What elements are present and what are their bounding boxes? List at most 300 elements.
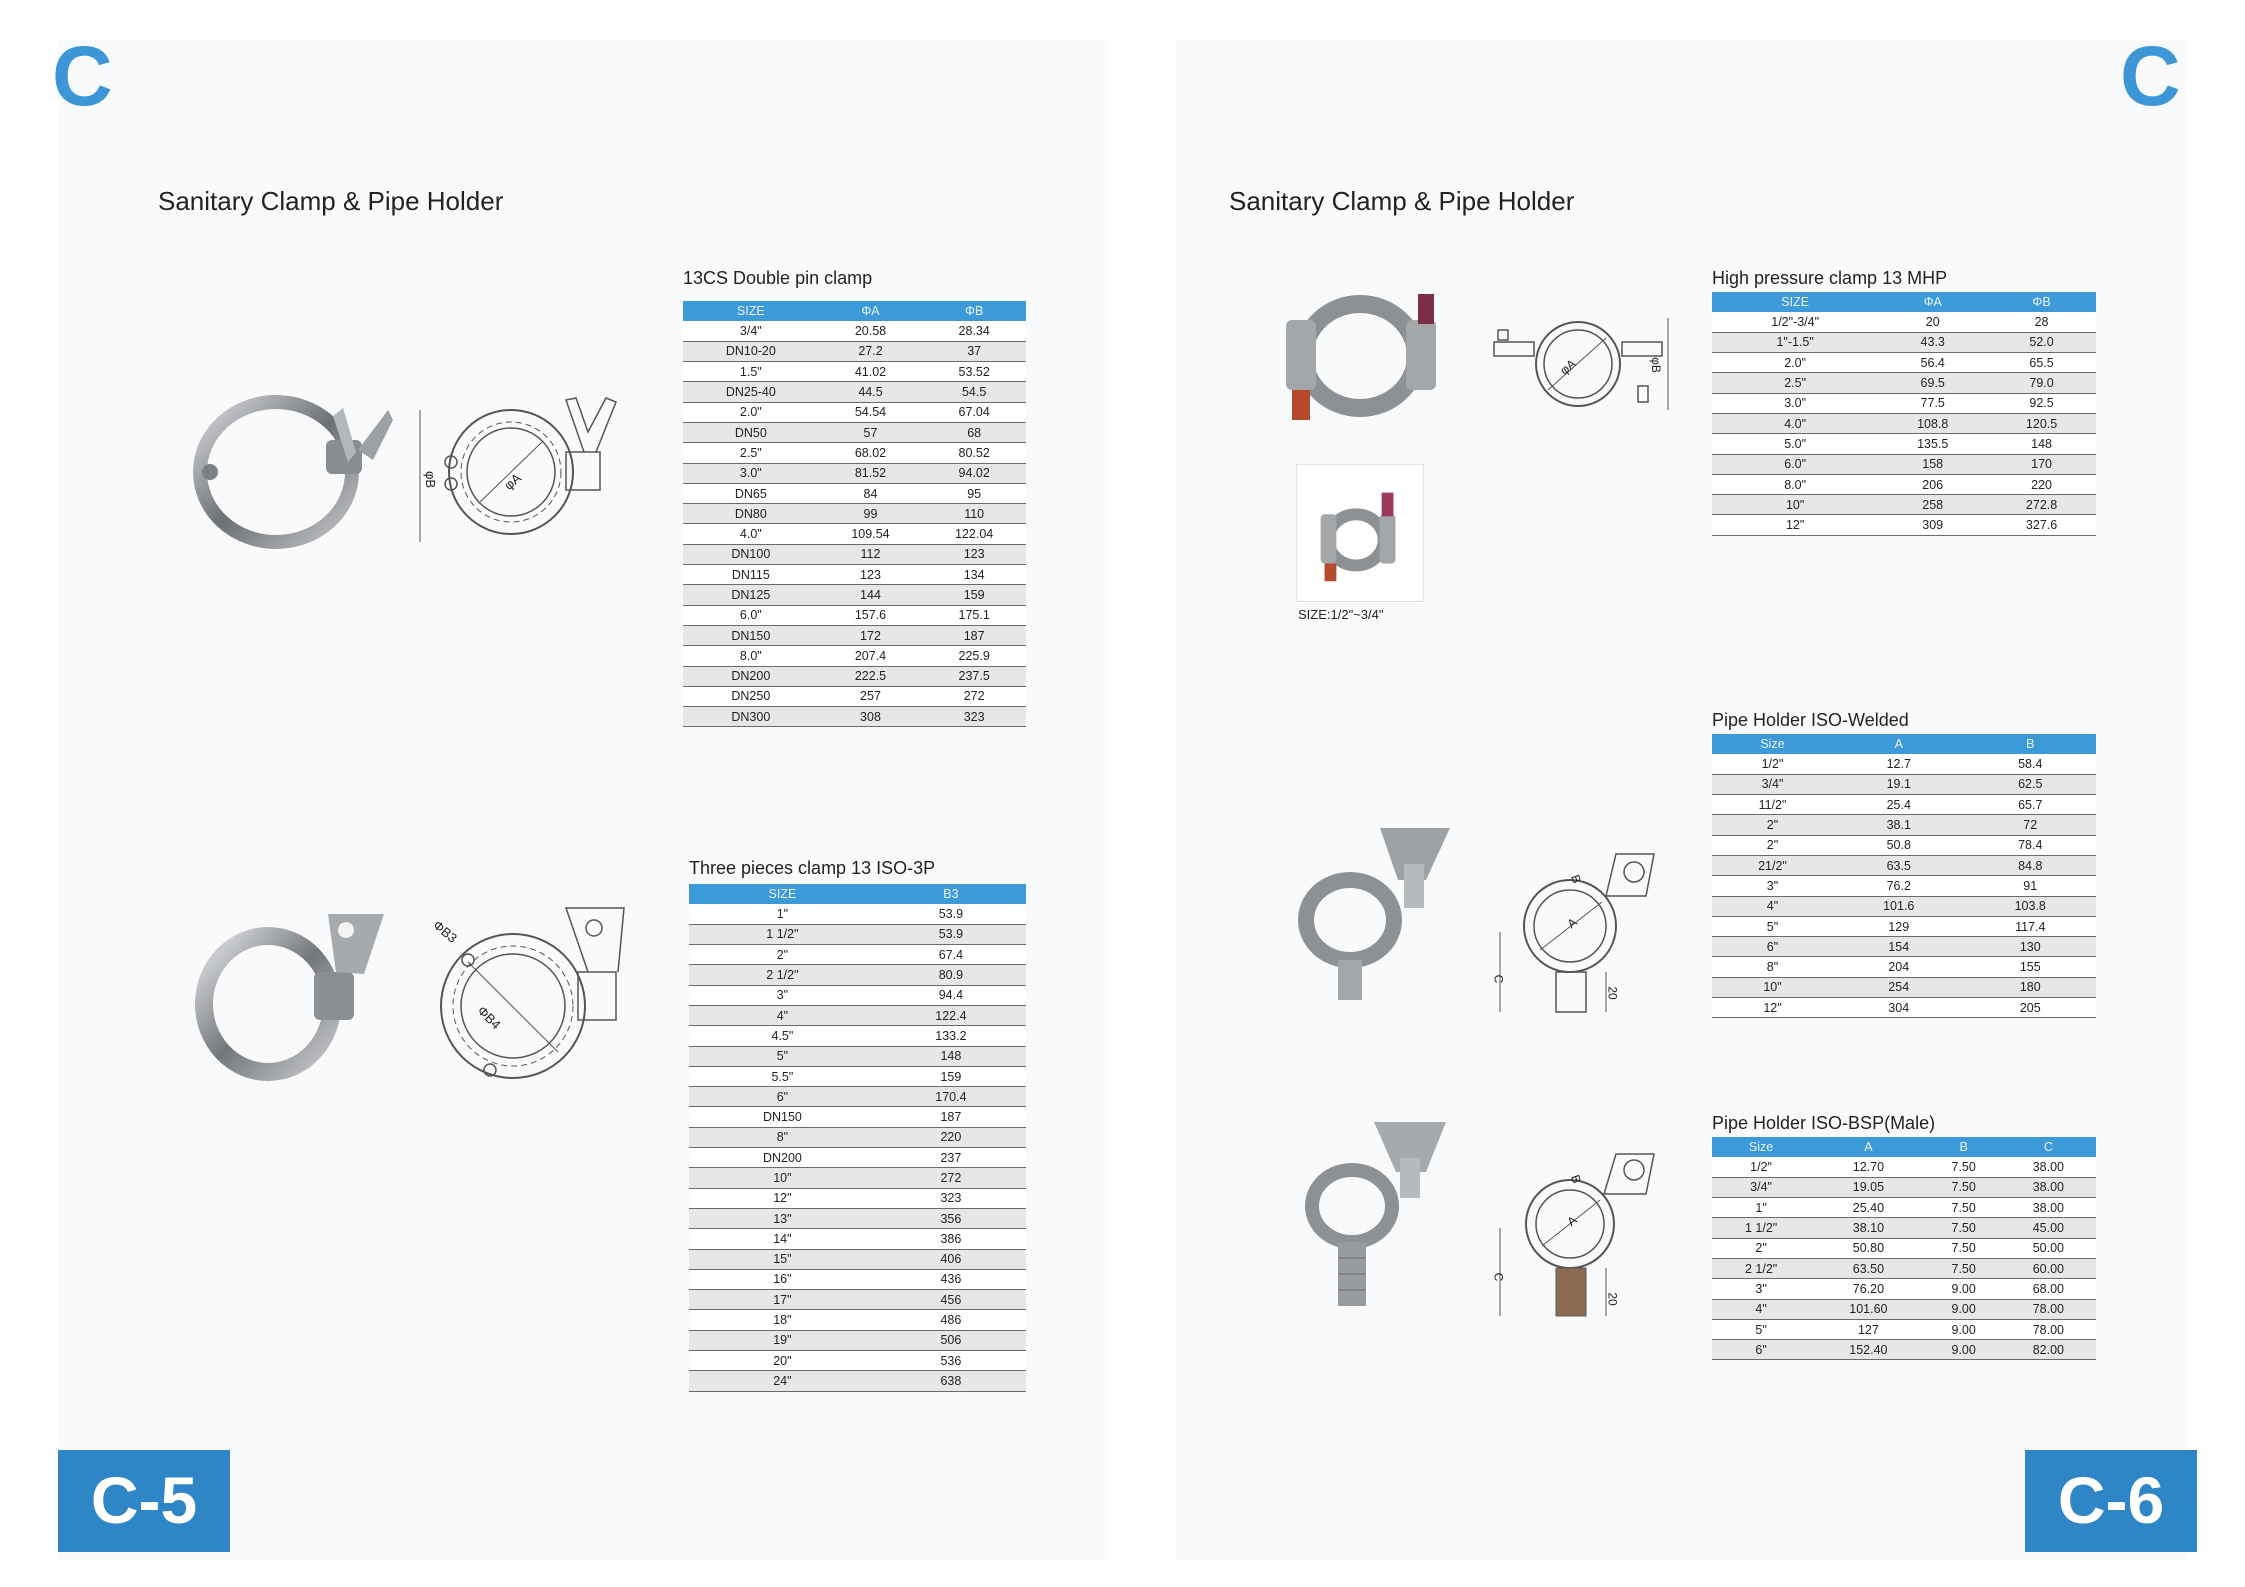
table-cell: 237.5 <box>922 666 1026 686</box>
table-cell: 254 <box>1833 977 1965 997</box>
right-section-letter: C <box>2120 29 2181 123</box>
table-cell: 2" <box>1712 1238 1810 1258</box>
table-cell: 17" <box>689 1290 876 1310</box>
table-cell: 272 <box>922 686 1026 706</box>
table-cell: 12.70 <box>1810 1157 1926 1177</box>
table-cell: 4.0" <box>1712 413 1878 433</box>
table-cell: 101.6 <box>1833 896 1965 916</box>
table-cell: 158 <box>1878 454 1987 474</box>
table-cell: 5.0" <box>1712 434 1878 454</box>
table-cell: 1/2" <box>1712 1157 1810 1177</box>
table-cell: 80.52 <box>922 443 1026 463</box>
table-row <box>1712 312 2096 332</box>
table-cell: 5.5" <box>689 1066 876 1086</box>
table-cell: 456 <box>876 1290 1026 1310</box>
table-row <box>689 1269 1026 1289</box>
table-row <box>683 341 1026 361</box>
welded-c-label: C <box>1491 974 1506 984</box>
table-cell: 129 <box>1833 916 1965 936</box>
bsp-20-label: 20 <box>1605 1292 1620 1306</box>
table-cell: 2.0" <box>1712 353 1878 373</box>
table-cell: 2 1/2" <box>1712 1258 1810 1278</box>
table-cell: 187 <box>922 625 1026 645</box>
table-row <box>689 965 1026 985</box>
table-cell: 53.52 <box>922 362 1026 382</box>
table-row <box>1712 1218 2096 1238</box>
table-row <box>1712 774 2096 794</box>
table-cell: 159 <box>922 585 1026 605</box>
table-row <box>689 1168 1026 1188</box>
table-cell: 24" <box>689 1371 876 1391</box>
table-cell: 323 <box>876 1188 1026 1208</box>
hp-phi-b-label: φB <box>1648 357 1663 373</box>
table-cell: DN125 <box>683 585 819 605</box>
table-row <box>689 1107 1026 1127</box>
table-cell: 80.9 <box>876 965 1026 985</box>
table-row <box>683 544 1026 564</box>
table-cell: 19" <box>689 1330 876 1350</box>
table-cell: 6" <box>689 1087 876 1107</box>
table-cell: 95 <box>922 483 1026 503</box>
high-pressure-size-note: SIZE:1/2"~3/4" <box>1298 607 1384 622</box>
table-row <box>1712 434 2096 454</box>
table-cell: 78.00 <box>2001 1319 2096 1339</box>
table-cell: 1" <box>1712 1198 1810 1218</box>
table-cell: 1 1/2" <box>689 924 876 944</box>
table-cell: 25.40 <box>1810 1198 1926 1218</box>
table-cell: DN200 <box>683 666 819 686</box>
table-cell: 82.00 <box>2001 1340 2096 1360</box>
table-row <box>689 1087 1026 1107</box>
table-cell: 54.54 <box>819 402 923 422</box>
table-cell: 28 <box>1987 312 2096 332</box>
table-cell: 536 <box>876 1351 1026 1371</box>
table-cell: 91 <box>1964 876 2096 896</box>
table-cell: 144 <box>819 585 923 605</box>
table-cell: 180 <box>1964 977 2096 997</box>
table-cell: 12" <box>689 1188 876 1208</box>
table-row <box>689 1208 1026 1228</box>
table-row <box>689 904 1026 924</box>
double-pin-clamp-title: 13CS Double pin clamp <box>683 268 873 288</box>
table-cell: 20" <box>689 1351 876 1371</box>
table-cell: 15" <box>689 1249 876 1269</box>
table-cell: 135.5 <box>1878 434 1987 454</box>
table-cell: 258 <box>1878 495 1987 515</box>
table-row <box>683 625 1026 645</box>
column-header: A <box>1810 1137 1926 1157</box>
table-cell: 133.2 <box>876 1026 1026 1046</box>
table-row <box>1712 353 2096 373</box>
table-cell: 21/2" <box>1712 855 1833 875</box>
table-cell: 10" <box>1712 495 1878 515</box>
column-header: SIZE <box>683 301 819 321</box>
three-piece-clamp-drawing <box>428 902 636 1092</box>
table-row <box>1712 835 2096 855</box>
table-cell: 155 <box>1964 957 2096 977</box>
table-cell: 5" <box>1712 916 1833 936</box>
iso-bsp-holder-drawing <box>1491 1148 1666 1320</box>
column-header: C <box>2001 1137 2096 1157</box>
table-row <box>683 362 1026 382</box>
iso-welded-holder-title: Pipe Holder ISO-Welded <box>1712 710 1909 730</box>
table-cell: 79.0 <box>1987 373 2096 393</box>
table-row <box>689 1148 1026 1168</box>
table-cell: 134 <box>922 565 1026 585</box>
table-row <box>1712 1157 2096 1177</box>
table-cell: 175.1 <box>922 605 1026 625</box>
table-cell: 3" <box>689 985 876 1005</box>
table-cell: 3/4" <box>1712 774 1833 794</box>
high-pressure-clamp-photo <box>1282 290 1448 426</box>
table-cell: 13" <box>689 1208 876 1228</box>
table-cell: 76.20 <box>1810 1279 1926 1299</box>
table-cell: 154 <box>1833 937 1965 957</box>
table-header-row <box>1712 1137 2096 1157</box>
table-cell: 37 <box>922 341 1026 361</box>
table-row <box>1712 896 2096 916</box>
double-pin-clamp-table <box>683 301 1026 727</box>
table-row <box>689 1330 1026 1350</box>
three-piece-clamp-table <box>689 884 1026 1392</box>
table-row <box>683 443 1026 463</box>
table-cell: 38.10 <box>1810 1218 1926 1238</box>
table-row <box>1712 937 2096 957</box>
table-cell: 204 <box>1833 957 1965 977</box>
table-row <box>683 422 1026 442</box>
table-cell: 68 <box>922 422 1026 442</box>
table-cell: 18" <box>689 1310 876 1330</box>
table-row <box>683 605 1026 625</box>
table-cell: 7.50 <box>1927 1218 2001 1238</box>
table-cell: 63.5 <box>1833 855 1965 875</box>
iso-bsp-holder-title: Pipe Holder ISO-BSP(Male) <box>1712 1113 1936 1133</box>
table-cell: 170.4 <box>876 1087 1026 1107</box>
table-cell: 1"-1.5" <box>1712 332 1878 352</box>
table-cell: 50.80 <box>1810 1238 1926 1258</box>
table-cell: 207.4 <box>819 646 923 666</box>
table-cell: 76.2 <box>1833 876 1965 896</box>
table-cell: 45.00 <box>2001 1218 2096 1238</box>
table-row <box>1712 373 2096 393</box>
table-cell: 220 <box>1987 474 2096 494</box>
table-row <box>683 666 1026 686</box>
table-row <box>683 504 1026 524</box>
table-cell: 6" <box>1712 937 1833 957</box>
table-cell: 2 1/2" <box>689 965 876 985</box>
table-cell: 187 <box>876 1107 1026 1127</box>
table-cell: 16" <box>689 1269 876 1289</box>
table-row <box>1712 495 2096 515</box>
table-cell: 272 <box>876 1168 1026 1188</box>
table-cell: 65.7 <box>1964 795 2096 815</box>
table-cell: 2.0" <box>683 402 819 422</box>
table-cell: 123 <box>922 544 1026 564</box>
table-cell: 506 <box>876 1330 1026 1350</box>
table-row <box>683 565 1026 585</box>
table-cell: 63.50 <box>1810 1258 1926 1278</box>
table-cell: DN100 <box>683 544 819 564</box>
table-row <box>683 321 1026 341</box>
column-header: B <box>1927 1137 2001 1157</box>
table-cell: 7.50 <box>1927 1238 2001 1258</box>
table-row <box>689 1005 1026 1025</box>
table-cell: DN10-20 <box>683 341 819 361</box>
table-cell: 50.00 <box>2001 1238 2096 1258</box>
table-cell: 148 <box>1987 434 2096 454</box>
column-header: Size <box>1712 734 1833 754</box>
right-page-number: C-6 <box>2025 1450 2197 1552</box>
table-cell: 222.5 <box>819 666 923 686</box>
column-header: ΦA <box>1878 292 1987 312</box>
table-cell: 130 <box>1964 937 2096 957</box>
table-row <box>683 463 1026 483</box>
left-page-number: C-5 <box>58 1450 230 1552</box>
table-cell: 4.5" <box>689 1026 876 1046</box>
table-cell: 257 <box>819 686 923 706</box>
table-header-row <box>683 301 1026 321</box>
column-header: ΦB <box>922 301 1026 321</box>
table-row <box>1712 1319 2096 1339</box>
table-header-row <box>1712 734 2096 754</box>
table-cell: 323 <box>922 707 1026 727</box>
high-pressure-clamp-drawing <box>1488 312 1674 416</box>
column-header: ΦB <box>1987 292 2096 312</box>
table-cell: 638 <box>876 1371 1026 1391</box>
table-cell: 52.0 <box>1987 332 2096 352</box>
table-cell: 12" <box>1712 998 1833 1018</box>
table-cell: 8" <box>1712 957 1833 977</box>
table-cell: 53.9 <box>876 904 1026 924</box>
table-cell: 6.0" <box>683 605 819 625</box>
table-row <box>689 1310 1026 1330</box>
table-cell: 108.8 <box>1878 413 1987 433</box>
table-cell: 19.1 <box>1833 774 1965 794</box>
table-row <box>1712 474 2096 494</box>
table-cell: 84.8 <box>1964 855 2096 875</box>
table-cell: 94.4 <box>876 985 1026 1005</box>
table-row <box>1712 795 2096 815</box>
table-cell: 205 <box>1964 998 2096 1018</box>
table-cell: 2.5" <box>1712 373 1878 393</box>
table-cell: 81.52 <box>819 463 923 483</box>
table-cell: 56.4 <box>1878 353 1987 373</box>
column-header: Size <box>1712 1137 1810 1157</box>
table-cell: 5" <box>1712 1319 1810 1339</box>
welded-20-label: 20 <box>1605 986 1620 1000</box>
table-cell: 122.04 <box>922 524 1026 544</box>
table-cell: 12.7 <box>1833 754 1965 774</box>
table-cell: 8.0" <box>1712 474 1878 494</box>
table-row <box>683 585 1026 605</box>
table-row <box>683 382 1026 402</box>
table-cell: 3.0" <box>683 463 819 483</box>
table-row <box>1712 754 2096 774</box>
table-cell: 1/2" <box>1712 754 1833 774</box>
table-cell: 3/4" <box>683 321 819 341</box>
table-cell: DN150 <box>689 1107 876 1127</box>
table-header-row <box>689 884 1026 904</box>
table-cell: 109.54 <box>819 524 923 544</box>
table-cell: 3" <box>1712 1279 1810 1299</box>
table-row <box>1712 413 2096 433</box>
table-cell: 152.40 <box>1810 1340 1926 1360</box>
table-cell: 19.05 <box>1810 1177 1926 1197</box>
table-cell: 38.00 <box>2001 1198 2096 1218</box>
bsp-c-label: C <box>1491 1272 1506 1282</box>
table-cell: 28.34 <box>922 321 1026 341</box>
table-cell: 67.4 <box>876 945 1026 965</box>
table-row <box>683 524 1026 544</box>
table-row <box>689 1188 1026 1208</box>
double-pin-clamp-drawing <box>416 392 630 550</box>
table-row <box>689 945 1026 965</box>
table-cell: 78.00 <box>2001 1299 2096 1319</box>
table-cell: 99 <box>819 504 923 524</box>
iso-bsp-holder-photo <box>1296 1118 1456 1314</box>
table-cell: 68.02 <box>819 443 923 463</box>
table-cell: 6.0" <box>1712 454 1878 474</box>
three-piece-clamp-photo <box>188 910 388 1085</box>
table-row <box>689 1127 1026 1147</box>
table-cell: 38.00 <box>2001 1157 2096 1177</box>
table-cell: 20.58 <box>819 321 923 341</box>
table-row <box>689 1046 1026 1066</box>
table-cell: 386 <box>876 1229 1026 1249</box>
table-cell: 10" <box>689 1168 876 1188</box>
table-row <box>689 924 1026 944</box>
table-cell: 94.02 <box>922 463 1026 483</box>
column-header: SIZE <box>1712 292 1878 312</box>
table-cell: 44.5 <box>819 382 923 402</box>
iso-welded-holder-drawing <box>1491 846 1666 1016</box>
table-cell: 77.5 <box>1878 393 1987 413</box>
table-cell: 1 1/2" <box>1712 1218 1810 1238</box>
table-cell: DN25-40 <box>683 382 819 402</box>
table-cell: 172 <box>819 625 923 645</box>
phi-b-label: φB <box>423 470 439 489</box>
table-cell: 2" <box>1712 835 1833 855</box>
table-cell: 206 <box>1878 474 1987 494</box>
table-cell: 159 <box>876 1066 1026 1086</box>
table-cell: DN65 <box>683 483 819 503</box>
phi-a-label: φA <box>501 470 524 493</box>
table-row <box>1712 515 2096 535</box>
phi-b4-label: ΦB4 <box>474 1002 504 1033</box>
table-row <box>1712 1279 2096 1299</box>
table-cell: 60.00 <box>2001 1258 2096 1278</box>
table-cell: 3" <box>1712 876 1833 896</box>
double-pin-clamp-photo <box>188 380 398 560</box>
table-row <box>689 1229 1026 1249</box>
table-row <box>1712 1238 2096 1258</box>
table-cell: 92.5 <box>1987 393 2096 413</box>
table-row <box>1712 977 2096 997</box>
welded-b-label: B <box>1568 872 1584 886</box>
iso-welded-holder-photo <box>1290 824 1456 1006</box>
table-cell: 117.4 <box>1964 916 2096 936</box>
table-cell: 7.50 <box>1927 1177 2001 1197</box>
table-row <box>683 646 1026 666</box>
table-row <box>689 1249 1026 1269</box>
table-cell: 4" <box>1712 1299 1810 1319</box>
high-pressure-clamp-title: High pressure clamp 13 MHP <box>1712 268 1948 288</box>
table-cell: 58.4 <box>1964 754 2096 774</box>
column-header: B <box>1964 734 2096 754</box>
column-header: B3 <box>876 884 1026 904</box>
left-page-heading: Sanitary Clamp & Pipe Holder <box>158 186 504 216</box>
table-row <box>1712 393 2096 413</box>
three-piece-clamp-title: Three pieces clamp 13 ISO-3P <box>689 858 936 878</box>
table-cell: 9.00 <box>1927 1299 2001 1319</box>
table-cell: 54.5 <box>922 382 1026 402</box>
high-pressure-clamp-small-photo <box>1296 464 1424 602</box>
table-row <box>1712 876 2096 896</box>
bsp-a-label: A <box>1564 1213 1580 1229</box>
table-row <box>689 1026 1026 1046</box>
table-row <box>689 1290 1026 1310</box>
table-row <box>1712 1177 2096 1197</box>
table-cell: 110 <box>922 504 1026 524</box>
table-cell: 20 <box>1878 312 1987 332</box>
table-cell: 308 <box>819 707 923 727</box>
table-cell: 122.4 <box>876 1005 1026 1025</box>
table-cell: 9.00 <box>1927 1319 2001 1339</box>
table-cell: 14" <box>689 1229 876 1249</box>
table-row <box>689 1066 1026 1086</box>
table-cell: 3/4" <box>1712 1177 1810 1197</box>
table-cell: 406 <box>876 1249 1026 1269</box>
left-section-letter: C <box>52 29 113 123</box>
table-cell: 237 <box>876 1148 1026 1168</box>
table-cell: 38.1 <box>1833 815 1965 835</box>
table-cell: DN80 <box>683 504 819 524</box>
table-cell: 69.5 <box>1878 373 1987 393</box>
hp-phi-a-label: φA <box>1557 356 1579 378</box>
table-cell: 7.50 <box>1927 1258 2001 1278</box>
table-cell: 1/2"-3/4" <box>1712 312 1878 332</box>
table-row <box>689 985 1026 1005</box>
table-row <box>1712 957 2096 977</box>
table-cell: 67.04 <box>922 402 1026 422</box>
table-row <box>683 402 1026 422</box>
table-row <box>683 483 1026 503</box>
table-row <box>1712 1198 2096 1218</box>
table-cell: 9.00 <box>1927 1340 2001 1360</box>
table-cell: 2" <box>1712 815 1833 835</box>
table-row <box>1712 916 2096 936</box>
table-cell: 9.00 <box>1927 1279 2001 1299</box>
table-row <box>1712 815 2096 835</box>
table-cell: 7.50 <box>1927 1157 2001 1177</box>
table-cell: DN200 <box>689 1148 876 1168</box>
table-cell: 4" <box>689 1005 876 1025</box>
table-cell: 2" <box>689 945 876 965</box>
table-cell: 6" <box>1712 1340 1810 1360</box>
table-cell: 25.4 <box>1833 795 1965 815</box>
table-cell: 327.6 <box>1987 515 2096 535</box>
table-cell: 10" <box>1712 977 1833 997</box>
table-row <box>1712 1340 2096 1360</box>
table-cell: 123 <box>819 565 923 585</box>
table-cell: 4" <box>1712 896 1833 916</box>
table-cell: 120.5 <box>1987 413 2096 433</box>
table-cell: 1.5" <box>683 362 819 382</box>
high-pressure-clamp-table <box>1712 292 2096 536</box>
table-row <box>1712 1299 2096 1319</box>
table-cell: 84 <box>819 483 923 503</box>
iso-bsp-holder-table <box>1712 1137 2096 1360</box>
